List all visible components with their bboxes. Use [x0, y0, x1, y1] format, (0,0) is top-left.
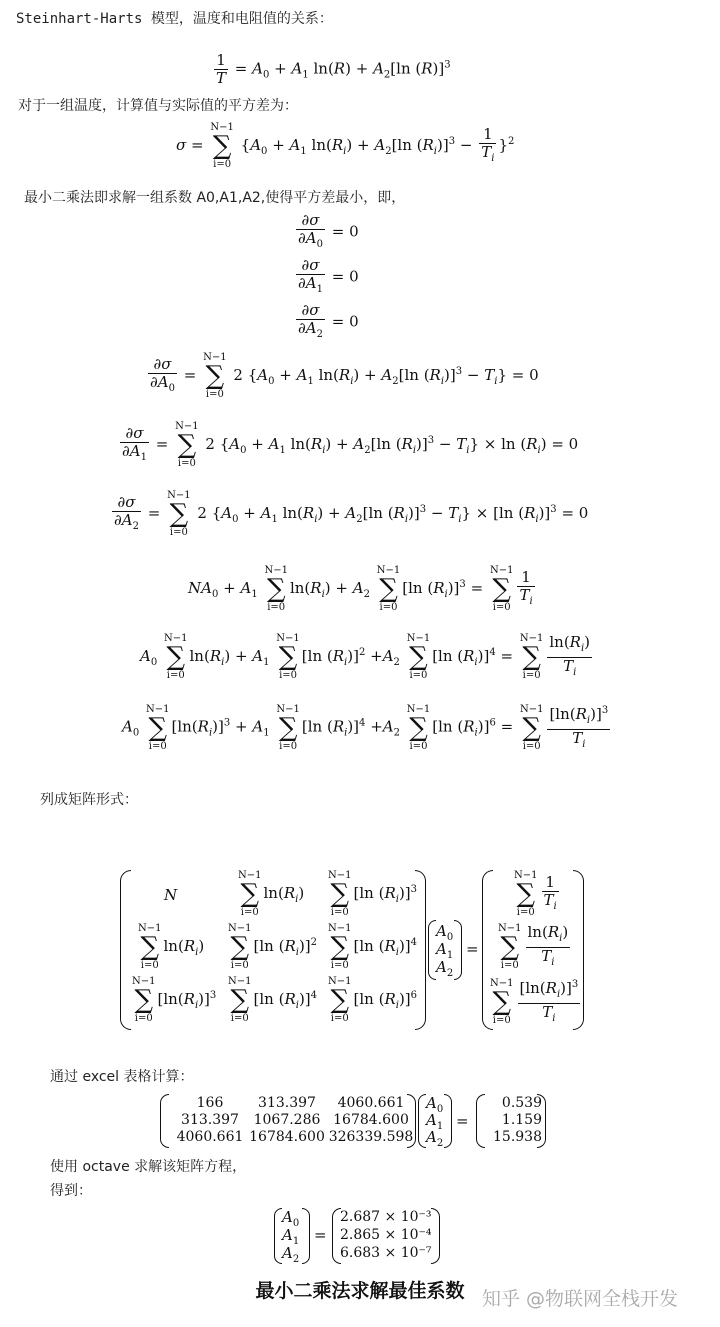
normal-equation-1: $NA_0 + A_1$ N−1 ∑ i=0 $\ln(R_i) + A_2$ N−1 ∑ i=0 [ln $(R_i)]^3$ = N−1 ∑ i=0 $\frac{1}{T_i}$: [188, 565, 533, 613]
derivative-a1-expanded: $\frac{\partial\sigma}{\partial A_1}$ = N−1 ∑ i=0 2 {$A_0 + A_1$ $\ln(R_i) + A_2[\ln$ $(R_i)]^3 - T_i\} \times \ln (R_i) = 0$: [122, 421, 579, 469]
figure-caption: 最小二乘法求解最佳系数: [255, 1280, 465, 1302]
solution-equals-sign: =: [314, 1226, 327, 1244]
matrix-form-text: 列成矩阵形式：: [40, 792, 138, 808]
symbolic-rhs-vector: N−1 ∑ i=0 $\frac{1}{T_i}$ N−1 ∑ i=0 $\frac{\ln(R_i)}{T_i}$ N−1 ∑ i=0 $\frac{[\ln(R_i)]^3}{T_i}$: [482, 870, 584, 1030]
solution-vector: [332, 1208, 440, 1264]
steinhart-equation: $\frac{1}{T}$ = $A_0 + A_1$ $\ln(R) + A_2[\ln$ (R)]$^3$: [216, 51, 451, 87]
symbolic-unknown-vector: $A_0$ $A_1$ $A_2$: [428, 920, 462, 980]
excel-text: 通过 excel 表格计算：: [50, 1069, 194, 1085]
derivative-a2-expanded: $\frac{\partial\sigma}{\partial A_2}$ = N−1 ∑ i=0 2 {$A_0 + A_1$ $\ln(R_i) + A_2[\ln$ $(R_i)]^3 - T_i\} \times [\ln$ $(R_i)]^3 = 0$: [114, 490, 589, 538]
solution-cell: 2.687 × 10⁻³: [340, 1209, 432, 1225]
matrix-cell: 313.397: [181, 1112, 239, 1128]
rhs-cell: 0.539: [501, 1095, 542, 1111]
normal-equation-2: $A_0$ N−1 ∑ i=0 $\ln(R_i) + A_1$ N−1 ∑ i=0 [ln $(R_i)]^2 +A_2$ N−1 ∑ i=0 [ln $(R_i)]^4$ = N−1 ∑ i=0 $\frac{\ln(R_i)}{T_i}$: [140, 632, 591, 681]
watermark: 知乎 @物联网全栈开发: [482, 1288, 679, 1310]
octave-text: 使用 octave 求解该矩阵方程，: [50, 1159, 247, 1175]
matrix-cell: 1067.286: [253, 1112, 321, 1128]
matrix-cell: 326339.598: [328, 1129, 414, 1145]
symbolic-coefficient-matrix: N N−1 ∑ i=0 $\ln(R_i)$ N−1 ∑ i=0 [ln $(R_i)]^3$ N−1 ∑ i=0 $\ln(R_i)$ N−1 ∑ i=0 [ln $(R_i)]^2$ N−1 ∑ i=0 [ln $(R_i)]^4$ N−1 ∑ i=0 $[\ln(R_i)]^3$ N−1 ∑ i=0 [ln $(R_i)]^4$ N−1 ∑ i=0 [ln $(R_i)]^6$: [120, 870, 426, 1030]
intro-text: Steinhart-Harts 模型，温度和电阻值的关系：: [16, 11, 333, 27]
rhs-cell: 1.159: [501, 1112, 542, 1128]
least-squares-text: 最小二乘法即求解一组系数 A0,A1,A2,使得平方差最小，即，: [24, 190, 406, 206]
matrix-cell: 313.397: [258, 1095, 316, 1111]
variance-intro-text: 对于一组温度，计算值与实际值的平方差为：: [18, 98, 298, 114]
matrix-cell: 16784.600: [249, 1129, 325, 1145]
partial-a0-equation: $\frac{\partial\sigma}{\partial A_0}$ = 0: [298, 211, 359, 250]
numeric-rhs-vector: [476, 1094, 546, 1148]
normal-equation-3: $A_0$ N−1 ∑ i=0 $[\ln(R_i)]^3 + A_1$ N−1 ∑ i=0 [ln $(R_i)]^4 +A_2$ N−1 ∑ i=0 [ln $(R_i)]^6$ = N−1 ∑ i=0 $\frac{[\ln(R_i)]^3}{T_i}$: [122, 703, 609, 752]
solution-unknown-vector: $A_0$ $A_1$ $A_2$: [274, 1208, 310, 1264]
variance-equation: σ = N−1 ∑ i=0 {$A_0 + A_1$ $\ln(R_i) + A_2[\ln$ $(R_i)]^3$ − $\frac{1}{T_i}$ }$^2$: [176, 122, 515, 170]
numeric-unknown-vector: $A_0$ $A_1$ $A_2$: [418, 1094, 452, 1148]
matrix-cell: 16784.600: [333, 1112, 409, 1128]
result-text: 得到：: [50, 1183, 92, 1199]
solution-cell: 6.683 × 10⁻⁷: [340, 1245, 432, 1261]
derivative-a0-expanded: $\frac{\partial\sigma}{\partial A_0}$ = N−1 ∑ i=0 2 {$A_0 + A_1$ $\ln(R_i) + A_2[\ln$ $(R_i)]^3 - T_i\} = 0$: [150, 352, 539, 400]
solution-cell: 2.865 × 10⁻⁴: [340, 1227, 432, 1243]
equals-sign: =: [466, 940, 479, 958]
matrix-cell: 4060.661: [337, 1095, 405, 1111]
partial-a1-equation: $\frac{\partial\sigma}{\partial A_1}$ = 0: [298, 256, 359, 295]
matrix-cell: 4060.661: [176, 1129, 244, 1145]
partial-a2-equation: $\frac{\partial\sigma}{\partial A_2}$ = 0: [298, 301, 359, 340]
numeric-equals-sign: =: [456, 1112, 469, 1130]
rhs-cell: 15.938: [493, 1129, 542, 1145]
numeric-coefficient-matrix: [160, 1094, 416, 1148]
matrix-cell: 166: [196, 1095, 224, 1111]
